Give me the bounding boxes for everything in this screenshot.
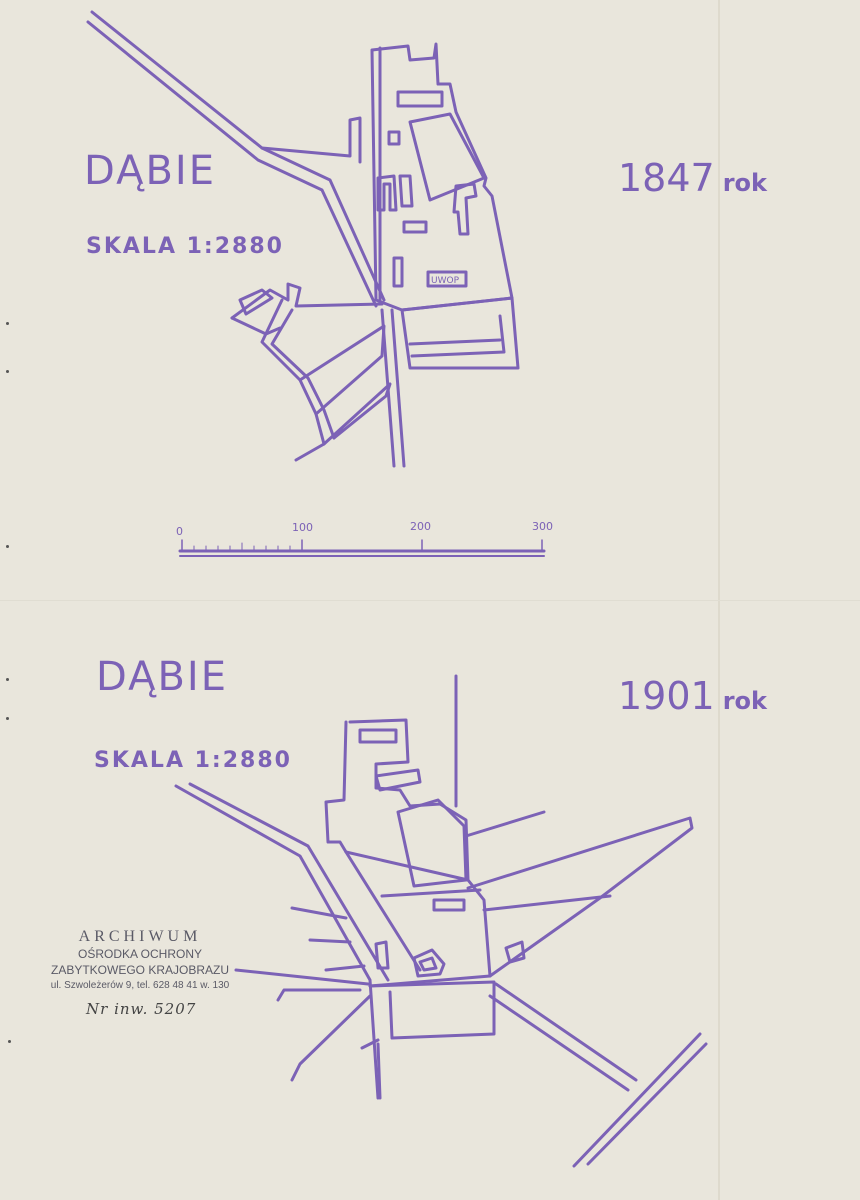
road-1901-southwest bbox=[292, 996, 370, 1080]
stamp-line-1: ARCHIWUM bbox=[78, 928, 202, 945]
map-1847-scale: SKALA 1:2880 bbox=[86, 234, 284, 259]
road-1901-diagonal bbox=[346, 852, 420, 970]
scale-bar bbox=[180, 540, 544, 556]
year-suffix: rok bbox=[722, 687, 768, 715]
scale-tick-label: 300 bbox=[532, 520, 553, 533]
road-1901-east bbox=[468, 818, 692, 976]
archive-stamp bbox=[30, 928, 250, 994]
stamp-line-2: OŚRODKA OCHRONY bbox=[77, 947, 203, 961]
plot-1901-south bbox=[370, 982, 494, 1038]
road-1901-southeast-cross bbox=[574, 1034, 706, 1166]
stamp-line-4: ul. Szwoleżerów 9, tel. 628 48 41 w. 130 bbox=[50, 980, 230, 991]
building-1847 bbox=[398, 92, 442, 106]
map-1901-scale: SKALA 1:2880 bbox=[94, 748, 292, 773]
scale-tick-label: 100 bbox=[292, 521, 313, 534]
scale-tick-label: 200 bbox=[410, 520, 431, 533]
building-1901 bbox=[360, 730, 396, 742]
road-1901-west bbox=[278, 990, 360, 1000]
building-1847 bbox=[394, 258, 402, 286]
road-1901-west-spurs bbox=[292, 908, 364, 970]
building-1847 bbox=[389, 132, 399, 144]
road-1847-diagonal bbox=[324, 384, 390, 444]
building-label-uwop: UWOP bbox=[431, 276, 459, 286]
building-1901 bbox=[414, 950, 444, 976]
road-1847-southwest-edge bbox=[272, 310, 334, 438]
building-1847 bbox=[404, 222, 426, 232]
year-number: 1847 bbox=[618, 156, 715, 200]
building-1901-inner bbox=[420, 958, 436, 970]
map-1847-year bbox=[618, 156, 767, 200]
building-1847 bbox=[400, 176, 412, 206]
road-1901-east-short bbox=[466, 812, 544, 836]
map-1901-year bbox=[618, 674, 767, 718]
building-1847-large bbox=[410, 114, 484, 200]
stamp-line-3: ZABYTKOWEGO KRAJOBRAZU bbox=[50, 963, 230, 977]
year-number: 1901 bbox=[618, 674, 715, 718]
scale-tick-label: 0 bbox=[176, 525, 183, 538]
plot-1847-west bbox=[232, 284, 382, 318]
town-block-1901 bbox=[350, 720, 490, 986]
road-1901-west-long bbox=[236, 970, 368, 984]
building-1901 bbox=[434, 900, 464, 910]
road-1901-southeast bbox=[490, 984, 636, 1090]
plot-1847-south-inner bbox=[410, 316, 504, 356]
road-1847-southwest bbox=[262, 300, 324, 460]
year-suffix: rok bbox=[722, 169, 768, 197]
map-1847-title: DĄBIE bbox=[84, 148, 216, 194]
building-1847 bbox=[454, 184, 476, 234]
building-1901 bbox=[376, 770, 420, 790]
road-1901-market-inner bbox=[382, 890, 480, 896]
building-1901 bbox=[376, 942, 388, 968]
inventory-number-note: Nr inw. 5207 bbox=[86, 1000, 197, 1018]
map-1901-title: DĄBIE bbox=[96, 654, 228, 700]
block-edge-1901 bbox=[326, 722, 346, 852]
